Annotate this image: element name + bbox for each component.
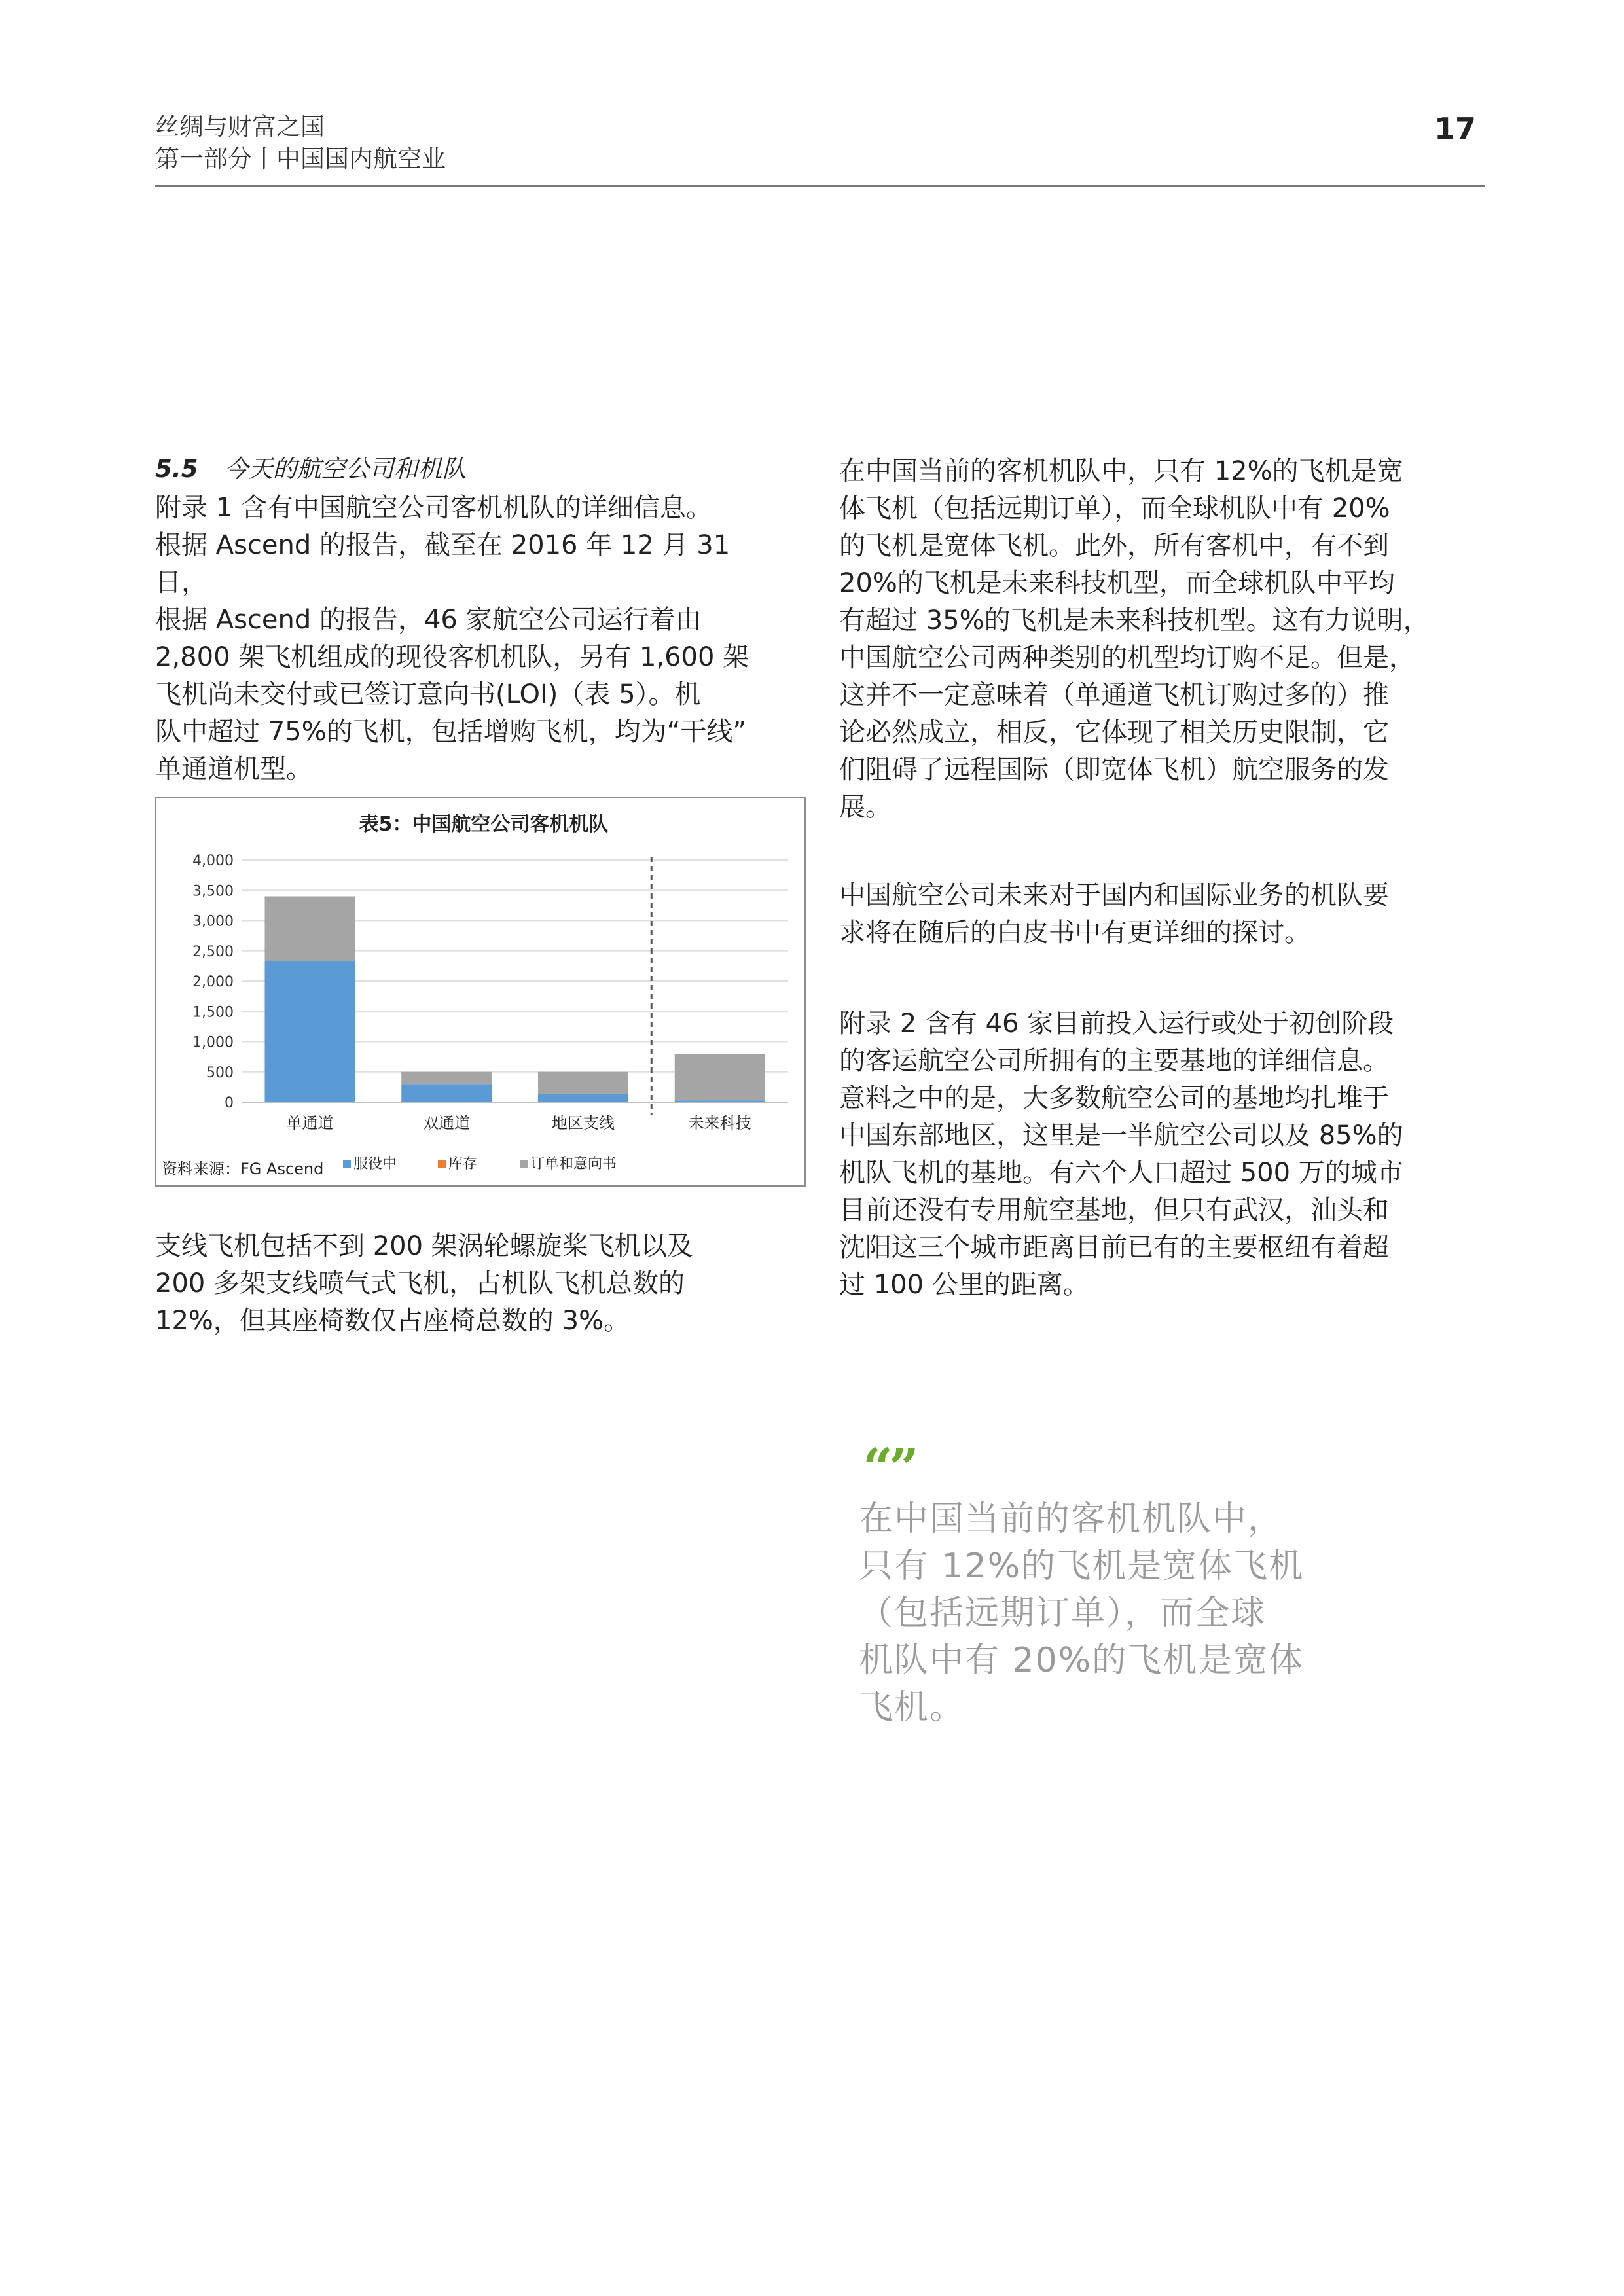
chart-bar-segment [675,1100,765,1102]
chart-x-tick-label: 双通道 [423,1114,471,1132]
section-title: 今天的航空公司和机队 [224,455,467,483]
pull-quote: 在中国当前的客机机队中， 只有 12%的飞机是宽体飞机 （包括远期订单），而全球 机队中有 20%的飞机是宽体 飞机。 [859,1499,1305,1727]
chart-y-tick-label: 3,000 [192,913,234,930]
chart-legend-label: 服役中 [353,1156,397,1172]
chart-y-tick-label: 3,500 [192,883,234,900]
body-paragraph-right-1: 在中国当前的客机机队中，只有 12%的飞机是宽 体飞机（包括远期订单），而全球机队中有 20% 的飞机是宽体飞机。此外，所有客机中，有不到 20%的飞机是未来科技机型，而全球机队中平均 有超过 35%的飞机是未来科技机型。这有力说明， 中国航空公司两种类别的机型均订购不足。但是， 这并不一定意味着（单通道飞机订购过多的）推 论必然成立，相反，它体现了相关历史限制，它 们阻碍了远程国际（即宽体飞机）航空服务的发 展。 [839,456,1430,822]
chart-bar-segment [538,1072,628,1094]
chart-y-tick-label: 1,500 [192,1004,234,1021]
chart-x-tick-label: 单通道 [286,1114,334,1132]
chart-bar-segment [675,1054,765,1100]
quote-mark-icon: “” [863,1437,916,1498]
chart-legend-label: 库存 [448,1156,478,1172]
chart-legend-swatch [438,1160,446,1168]
chart-y-tick-label: 2,500 [192,943,234,960]
fleet-chart [155,797,806,1187]
chart-bar-segment [401,1072,492,1085]
chart-bar-segment [401,1084,492,1102]
chart-y-tick-label: 1,000 [192,1034,234,1051]
chart-legend-swatch [520,1160,528,1168]
header-divider [155,185,1485,187]
chart-bar-segment [264,961,355,1102]
chart-bar-segment [538,1094,628,1102]
chart-y-tick-label: 4,000 [192,853,234,869]
chart-y-tick-label: 0 [225,1095,234,1111]
section-heading [155,449,467,484]
page-number: 17 [1434,111,1476,147]
chart-source: 资料来源：FG Ascend [162,1160,324,1178]
header-subtitle: 第一部分丨中国国内航空业 [155,145,446,173]
fleet-chart-svg [156,798,804,1185]
chart-y-tick-label: 500 [206,1064,234,1081]
chart-x-tick-label: 未来科技 [688,1114,751,1132]
chart-legend-label: 订单和意向书 [530,1156,617,1172]
body-paragraph-right-2: 中国航空公司未来对于国内和国际业务的机队要 求将在随后的白皮书中有更详细的探讨。 [839,880,1389,948]
body-paragraph-left-1: 附录 1 含有中国航空公司客机机队的详细信息。 根据 Ascend 的报告，截至在 2016 年 12 月 31 日， 根据 Ascend 的报告，46 家航空公司运行着由 2,800 架飞机组成的现役客机机队，另有 1,600 架 飞机尚未交付或已签订意向书(LOI)（表 5）。机 队中超过 75%的飞机，包括增购飞机，均为“干线” 单通道机型。 [155,493,749,784]
chart-bar-segment [264,897,355,961]
section-number: 5.5 [155,455,198,483]
header-title: 丝绸与财富之国 [155,113,325,141]
body-paragraph-left-2: 支线飞机包括不到 200 架涡轮螺旋桨飞机以及 200 多架支线喷气式飞机，占机队飞机总数的 12%，但其座椅数仅占座椅总数的 3%。 [155,1231,693,1336]
chart-y-tick-label: 2,000 [192,974,234,990]
chart-legend-swatch [343,1160,351,1168]
body-paragraph-right-3: 附录 2 含有 46 家目前投入运行或处于初创阶段 的客运航空公司所拥有的主要基地的详细信息。 意料之中的是，大多数航空公司的基地均扎堆于 中国东部地区，这里是一半航空公司以及 85%的 机队飞机的基地。有六个人口超过 500 万的城市 目前还没有专用航空基地，但只有武汉，汕头和 沈阳这三个城市距离目前已有的主要枢纽有着超 过 100 公里的距离。 [839,1009,1403,1300]
chart-x-tick-label: 地区支线 [551,1114,615,1132]
chart-title: 表5：中国航空公司客机机队 [359,813,609,836]
